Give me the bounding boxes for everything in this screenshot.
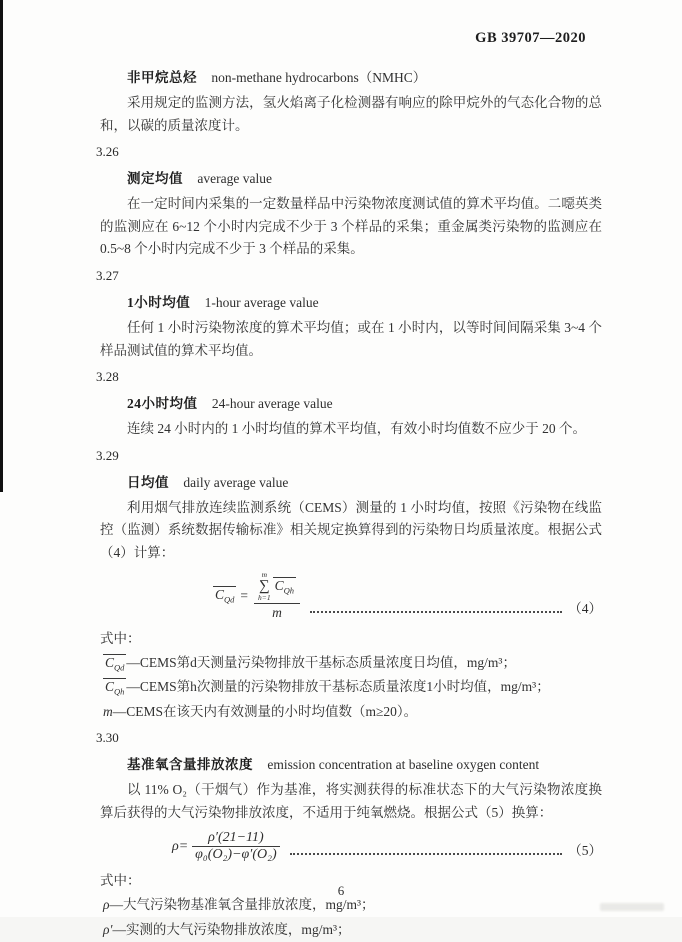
term-cn: 测定均值 <box>127 171 183 187</box>
term-heading-3-29 <box>127 472 602 494</box>
formula-5-fraction <box>192 830 279 863</box>
section-number-3-29: 3.29 <box>96 447 119 463</box>
page-content <box>96 30 602 942</box>
symbol: $C_{Qh}$ <box>105 679 125 697</box>
section-number-3-28: 3.28 <box>96 369 119 385</box>
symbol-description: —CEMS第d天测量污染物排放干基标态质量浓度日均值，mg/m³； <box>126 654 516 670</box>
term-cn: 1小时均值 <box>127 294 191 310</box>
where-label: 式中： <box>100 873 141 889</box>
term-cn: 基准氧含量排放浓度 <box>127 757 253 773</box>
term-en: 24-hour average value <box>211 396 333 412</box>
equals-sign: = <box>240 587 249 603</box>
formula-4-numerator <box>254 571 300 603</box>
term-en: average value <box>197 171 272 187</box>
term-en: non-methane hydrocarbons（NMHC） <box>211 70 427 85</box>
section-number-3-27: 3.27 <box>96 267 119 283</box>
formula-5 <box>100 830 602 863</box>
symbol: m <box>103 703 113 719</box>
term-cn: 24小时均值 <box>127 396 198 412</box>
definition-paragraph: 利用烟气排放连续监测系统（CEMS）测量的 1 小时均值，按照《污染物在线监控（监测）系统数据传输标准》相关规定换算得到的污染物日均质量浓度。根据公式（4）计算： <box>100 499 602 560</box>
term-heading-nmhc <box>127 67 602 89</box>
symbol-definition <box>103 651 602 675</box>
definition-paragraph: 任何 1 小时污染物浓度的算术平均值；或在 1 小时内，以等时间间隔采集 3~4 个样品测试值的算术平均值。 <box>100 319 602 358</box>
summation-symbol: m ∑ h=1 <box>258 569 271 603</box>
symbol-description: —CEMS在该天内有效测量的小时均值数（m≥20）。 <box>112 703 418 719</box>
symbol-definition <box>103 918 602 942</box>
scan-edge-artifact <box>0 0 3 492</box>
term-cn: 非甲烷总烃 <box>127 70 197 85</box>
definition-paragraph: 连续 24 小时内的 1 小时均值的算术平均值，有效小时均值数不应少于 20 个。 <box>127 421 586 437</box>
term-en: emission concentration at baseline oxygen content <box>267 757 540 773</box>
formula-4-fraction <box>254 571 300 621</box>
where-label: 式中： <box>100 630 141 646</box>
symbol: ρ <box>103 897 110 913</box>
summand: $C_{Qh}$ <box>274 577 294 596</box>
symbol-description: —CEMS第h次测量的污染物排放干基标态质量浓度1小时均值，mg/m³； <box>126 679 550 695</box>
section-number-3-26: 3.26 <box>96 144 119 160</box>
formula-4-number: （4） <box>568 600 602 616</box>
formula-5-numerator: ρ′(21−11) <box>208 830 264 846</box>
symbol-description: —大气污染物基准氧含量排放浓度，mg/m³； <box>109 897 375 913</box>
formula-4-denominator: m <box>272 604 282 620</box>
term-heading-3-27 <box>127 292 602 314</box>
formula-5-denominator: φ₀(O₂)−φ′(O₂) <box>195 847 277 863</box>
symbol: ρ′ <box>103 921 113 937</box>
section-number-3-30: 3.30 <box>96 730 119 746</box>
term-heading-3-30 <box>127 754 602 776</box>
scanner-watermark-smudge <box>600 903 664 911</box>
definition-paragraph: 以 11% O₂（干烟气）作为基准，将实测获得的标准状态下的大气污染物浓度换算后获得的大气污染物排放浓度，不适用于纯氧燃烧。根据公式（5）换算： <box>100 782 602 820</box>
term-cn: 日均值 <box>127 474 169 490</box>
dot-leader <box>310 610 562 613</box>
formula-5-lhs: ρ= <box>172 838 189 854</box>
term-en: daily average value <box>183 474 289 490</box>
dot-leader <box>290 852 563 855</box>
definition-paragraph: 采用规定的监测方法，氢火焰离子化检测器有响应的除甲烷外的气态化合物的总和，以碳的质量浓度计。 <box>100 95 602 133</box>
formula-4-expression <box>213 571 302 621</box>
symbol-definition <box>103 700 602 724</box>
term-heading-3-26 <box>127 168 602 190</box>
formula-4 <box>100 571 602 621</box>
symbol-definition <box>103 675 602 699</box>
symbol: $C_{Qd}$ <box>105 654 125 673</box>
formula-5-number: （5） <box>568 843 602 859</box>
formula-5-expression <box>172 830 282 863</box>
term-heading-3-28 <box>127 393 602 415</box>
standard-number-header: GB 39707—2020 <box>475 30 586 46</box>
definition-paragraph: 在一定时间内采集的一定数量样品中污染物浓度测试值的算术平均值。二噁英类的监测应在 6~12 个小时内完成不少于 3 个样品的采集；重金属类污染物的监测应在 0.5~8 个小时内完成不少于 3 个样品的采集。 <box>100 196 602 257</box>
formula-4-lhs: $C_{Qd}$ <box>215 587 235 605</box>
term-en: 1-hour average value <box>204 294 319 310</box>
page-number: 6 <box>337 883 345 898</box>
symbol-description: —实测的大气污染物排放浓度，mg/m³； <box>112 921 351 937</box>
